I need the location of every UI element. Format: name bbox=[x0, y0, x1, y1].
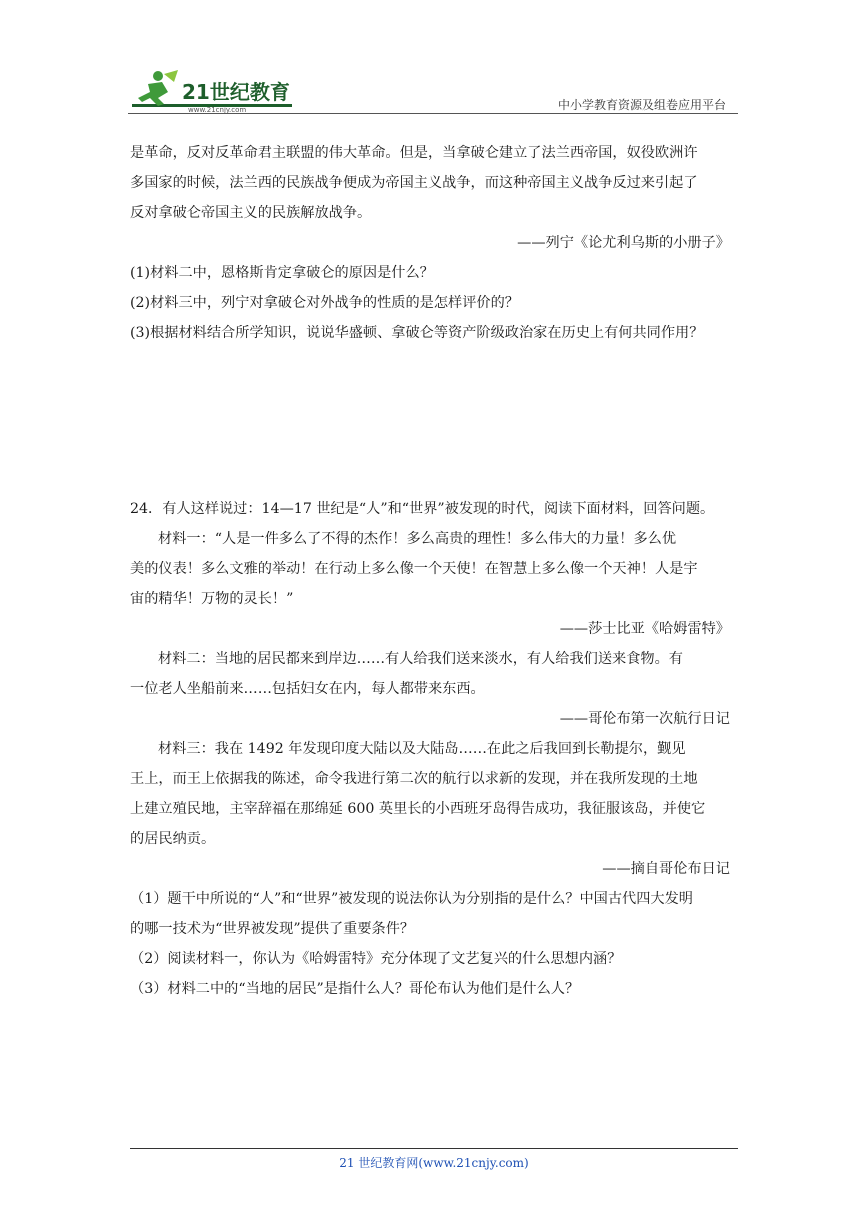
runner-logo-icon bbox=[128, 68, 298, 114]
logo-url: www.21cnjy.com bbox=[188, 106, 247, 114]
material-tail-source: ——列宁《论尤利乌斯的小册子》 bbox=[517, 235, 730, 251]
material-two-line: 材料二：当地的居民都来到岸边……有人给我们送来淡水，有人给我们送来食物。有 bbox=[158, 651, 683, 667]
answer-space bbox=[130, 348, 730, 494]
material-tail-line: 是革命，反对反革命君主联盟的伟大革命。但是，当拿破仑建立了法兰西帝国，奴役欧洲许 bbox=[130, 145, 698, 161]
q24-question: （1）题干中所说的“人”和“世界”被发现的说法你认为分别指的是什么？中国古代四大发明 bbox=[130, 891, 693, 907]
material-one-line: 材料一：“人是一件多么了不得的杰作！多么高贵的理性！多么伟大的力量！多么优 bbox=[158, 531, 677, 547]
q24-stem: 24．有人这样说过：14—17 世纪是“人”和“世界”被发现的时代，阅读下面材料，回答问题。 bbox=[130, 501, 715, 517]
material-three-line: 材料三：我在 1492 年发现印度大陆以及大陆岛……在此之后我回到长勒提尔，觐见 bbox=[158, 741, 686, 757]
q23-question: (2)材料三中，列宁对拿破仑对外战争的性质的是怎样评价的？ bbox=[130, 295, 519, 311]
q23-question: (1)材料二中，恩格斯肯定拿破仑的原因是什么？ bbox=[130, 265, 434, 281]
q24-question: （3）材料二中的“当地的居民”是指什么人？哥伦布认为他们是什么人？ bbox=[130, 981, 580, 997]
material-two-line: 一位老人坐船前来……包括妇女在内，每人都带来东西。 bbox=[130, 681, 485, 697]
material-tail-line: 反对拿破仑帝国主义的民族解放战争。 bbox=[130, 205, 372, 221]
page-content bbox=[130, 138, 730, 1004]
q23-question: (3)根据材料结合所学知识，说说华盛顿、拿破仑等资产阶级政治家在历史上有何共同作用？ bbox=[130, 325, 704, 341]
material-three-line: 王上，而王上依据我的陈述，命令我进行第二次的航行以求新的发现，并在我所发现的土地 bbox=[130, 771, 698, 787]
material-three-line: 上建立殖民地，主宰辞福在那绵延 600 英里长的小西班牙岛得告成功，我征服该岛，并使它 bbox=[130, 801, 706, 817]
material-three-line: 的居民纳贡。 bbox=[130, 831, 216, 847]
material-three-source: ——摘自哥伦布日记 bbox=[602, 861, 730, 877]
material-one-line: 宙的精华！万物的灵长！” bbox=[130, 591, 294, 607]
footer-text: 21 世纪教育网(www.21cnjy.com) bbox=[339, 1156, 529, 1170]
logo bbox=[128, 68, 298, 114]
header-platform-text: 中小学教育资源及组卷应用平台 bbox=[557, 98, 726, 112]
q24-question: （2）阅读材料一，你认为《哈姆雷特》充分体现了文艺复兴的什么思想内涵？ bbox=[130, 951, 622, 967]
q24-question: 的哪一技术为“世界被发现”提供了重要条件？ bbox=[130, 921, 415, 937]
material-one-source: ——莎士比亚《哈姆雷特》 bbox=[559, 621, 730, 637]
footer-rule bbox=[130, 1148, 738, 1149]
material-one-line: 美的仪表！多么文雅的举动！在行动上多么像一个天使！在智慧上多么像一个天神！人是宇 bbox=[130, 561, 698, 577]
header-rule bbox=[128, 113, 738, 114]
page-header bbox=[128, 68, 738, 116]
material-two-source: ——哥伦布第一次航行日记 bbox=[559, 711, 730, 727]
material-tail-line: 多国家的时候，法兰西的民族战争便成为帝国主义战争，而这种帝国主义战争反过来引起了 bbox=[130, 175, 698, 191]
logo-text: 21世纪教育 bbox=[182, 80, 290, 104]
